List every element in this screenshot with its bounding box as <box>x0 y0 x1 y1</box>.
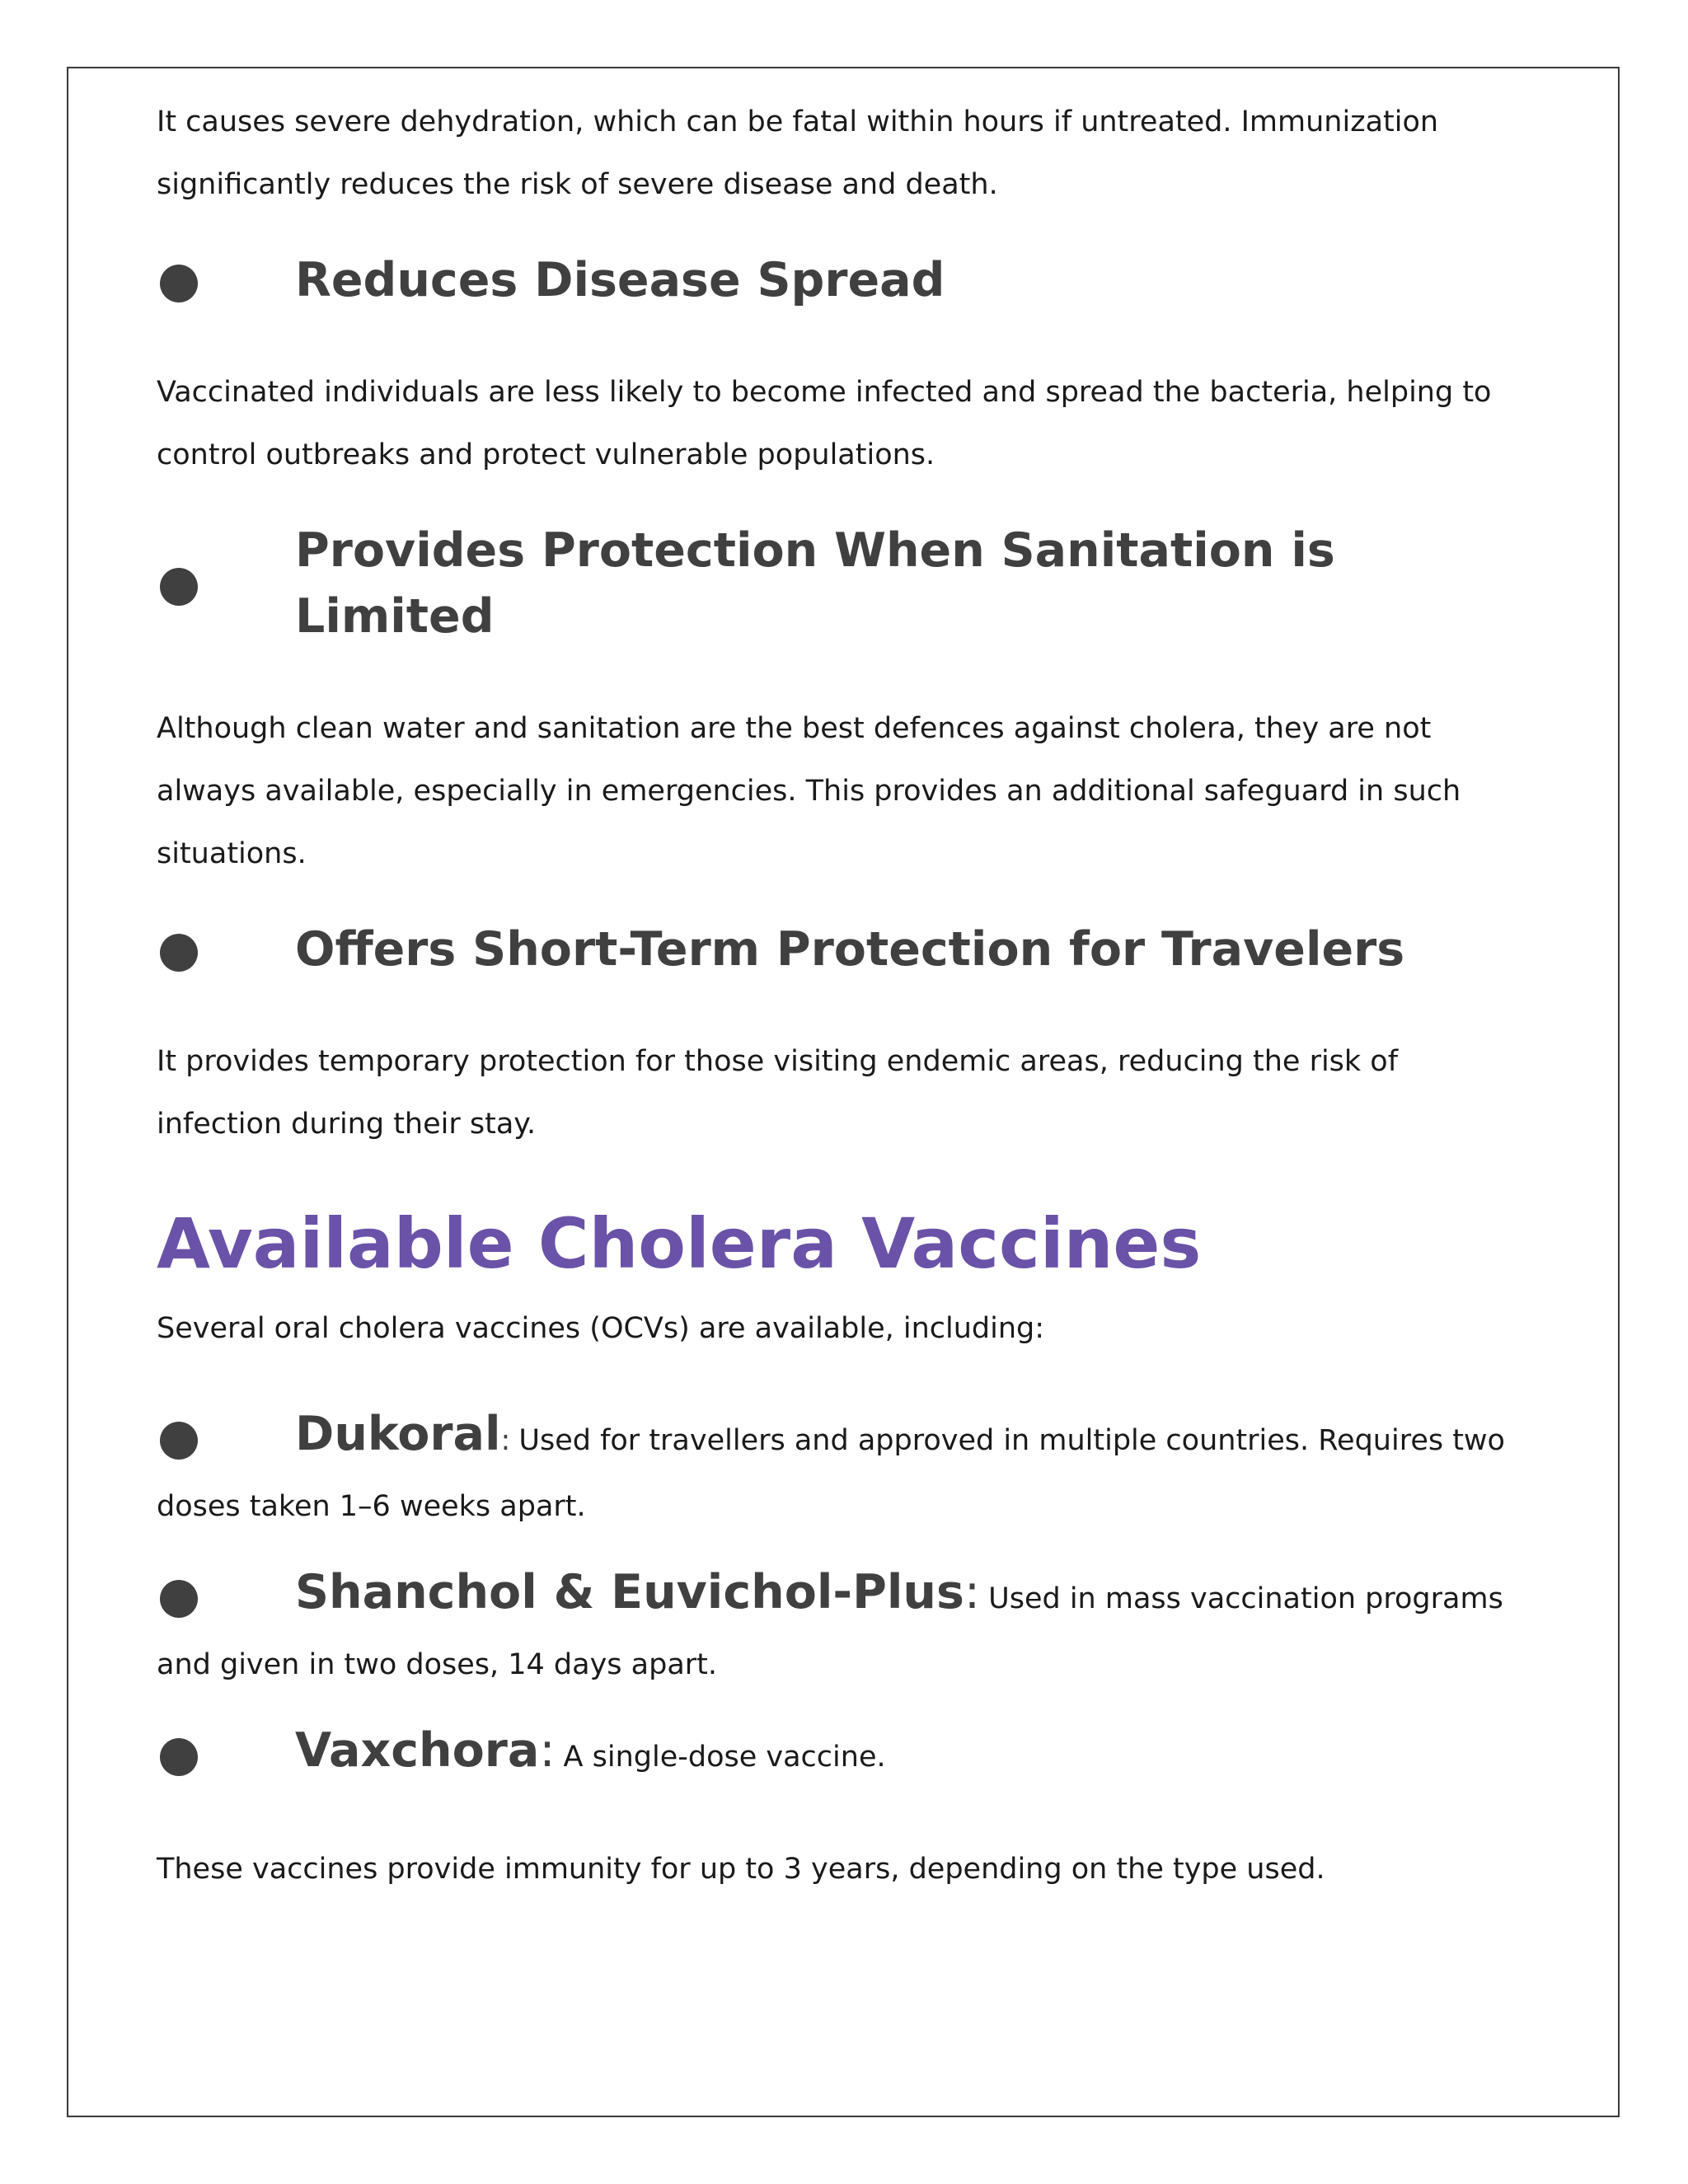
vaccine-name: Shanchol & Euvichol-Plus <box>295 1565 964 1619</box>
benefit-heading-3 <box>157 916 1508 982</box>
vaccine-description: Used for travellers and approved in multiple countries. Requires two <box>518 1424 1505 1457</box>
section-title: Available Cholera Vaccines <box>157 1203 1202 1284</box>
vaccine-item-vaxchora <box>157 1718 1508 1790</box>
benefit-title: Offers Short-Term Protection for Travelers <box>295 922 1405 977</box>
vaccine-separator: : <box>500 1424 511 1457</box>
bullet-icon <box>160 1738 198 1776</box>
document-content <box>157 91 1508 1900</box>
vaccine-description: A single-dose vaccine. <box>563 1741 886 1774</box>
bullet-icon <box>160 568 198 606</box>
intro-paragraph: It causes severe dehydration, which can be fatal within hours if untreated. Immunization significantly reduces the risk of severe disease and death. <box>157 105 1439 201</box>
vaccine-name: Dukoral <box>295 1407 501 1461</box>
benefit-title: Reduces Disease Spread <box>295 253 945 307</box>
benefit-title: Provides Protection When Sanitation is Limited <box>295 523 1335 644</box>
benefit-text-1: Vaccinated individuals are less likely to become infected and spread the bacteria, helping to control outbreaks and protect vulnerable populations. <box>157 376 1492 471</box>
vaccine-name: Vaxchora <box>295 1723 540 1778</box>
benefit-heading-1 <box>157 247 1508 313</box>
closing-paragraph: These vaccines provide immunity for up to 3 years, depending on the type used. <box>157 1853 1325 1886</box>
vaccine-description-cont: doses taken 1–6 weeks apart. <box>157 1490 586 1523</box>
bullet-icon <box>160 265 198 302</box>
benefit-text-2: Although clean water and sanitation are the best defences against cholera, they are not always available, especially in emergencies. This provides an additional safeguard in such situations. <box>157 712 1461 870</box>
benefit-text-3: It provides temporary protection for those visiting endemic areas, reducing the risk of infection during their stay. <box>157 1045 1399 1141</box>
bullet-icon <box>160 1580 198 1618</box>
vaccine-separator: : <box>539 1723 556 1778</box>
vaccine-item-dukoral <box>157 1401 1508 1540</box>
bullet-icon <box>160 934 198 972</box>
section-intro: Several oral cholera vaccines (OCVs) are available, including: <box>157 1312 1045 1345</box>
vaccine-description-cont: and given in two doses, 14 days apart. <box>157 1648 718 1681</box>
vaccine-item-shanchol <box>157 1559 1508 1698</box>
bullet-icon <box>160 1422 198 1460</box>
vaccine-description: Used in mass vaccination programs <box>988 1582 1503 1615</box>
benefit-heading-2 <box>157 518 1508 649</box>
vaccine-separator: : <box>964 1565 981 1619</box>
